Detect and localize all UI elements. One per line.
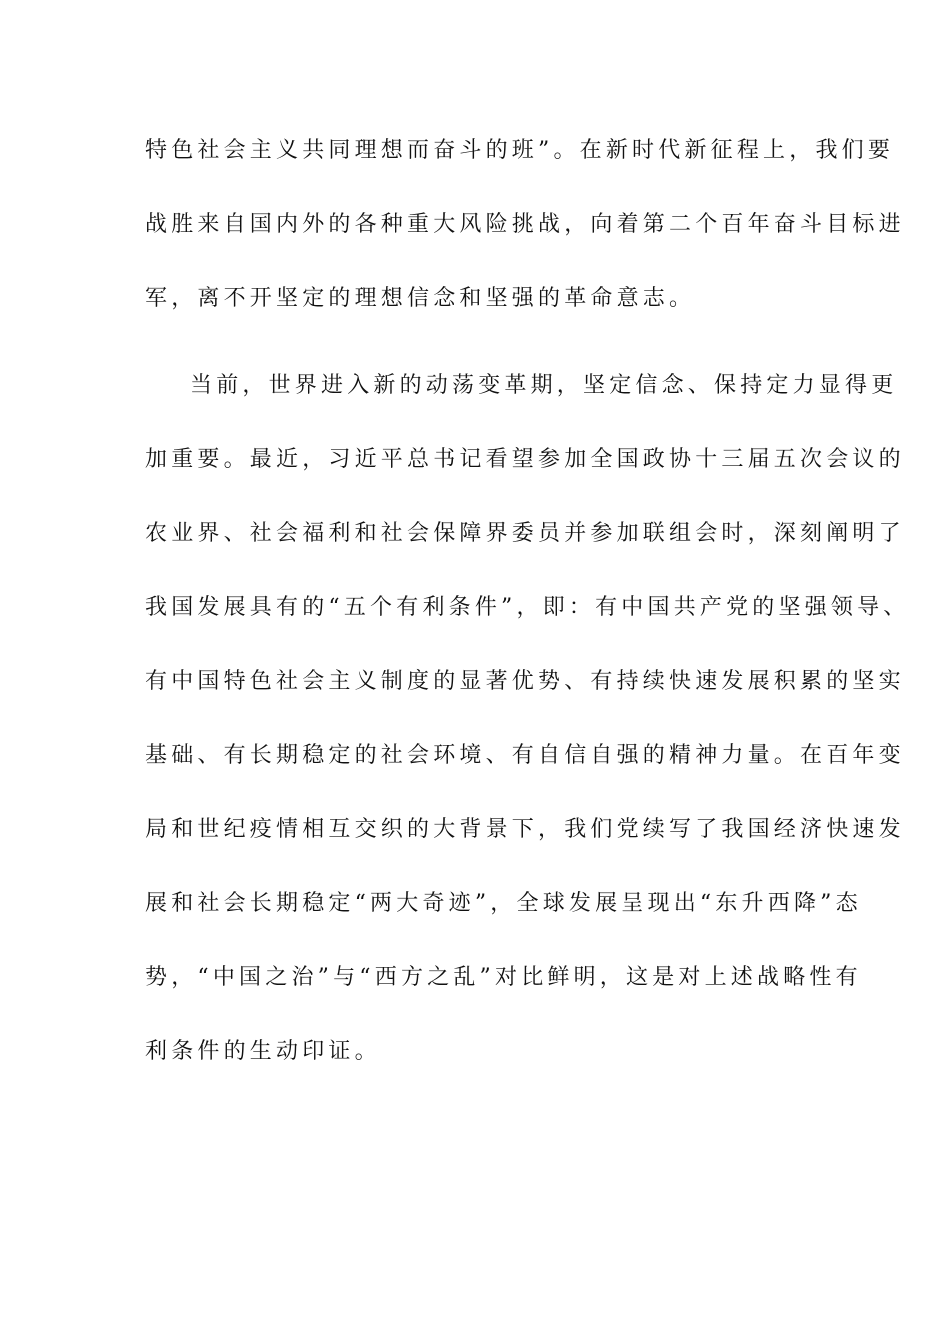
paragraph-2-line-5: 有中国特色社会主义制度的显著优势、有持续快速发展积累的坚实 xyxy=(145,669,905,694)
paragraph-1-line-1: 特色社会主义共同理想而奋斗的班”。在新时代新征程上，我们要 xyxy=(145,138,895,163)
paragraph-2-line-8: 展和社会长期稳定“两大奇迹”，全球发展呈现出“东升西降”态 xyxy=(145,891,862,916)
paragraph-2-line-6: 基础、有长期稳定的社会环境、有自信自强的精神力量。在百年变 xyxy=(145,743,905,768)
paragraph-2-line-1: 当前，世界进入新的动荡变革期，坚定信念、保持定力显得更 xyxy=(190,373,898,398)
paragraph-1-line-3: 军，离不开坚定的理想信念和坚强的革命意志。 xyxy=(145,286,696,311)
paragraph-2-line-10: 利条件的生动印证。 xyxy=(145,1039,381,1064)
paragraph-2-line-7: 局和世纪疫情相互交织的大背景下，我们党续写了我国经济快速发 xyxy=(145,817,905,842)
paragraph-2-line-3: 农业界、社会福利和社会保障界委员并参加联组会时，深刻阐明了 xyxy=(145,521,905,546)
paragraph-1-line-2: 战胜来自国内外的各种重大风险挑战，向着第二个百年奋斗目标进 xyxy=(145,212,905,237)
paragraph-2-line-4: 我国发展具有的“五个有利条件”，即：有中国共产党的坚强领导、 xyxy=(145,595,910,620)
paragraph-2-line-2: 加重要。最近，习近平总书记看望参加全国政协十三届五次会议的 xyxy=(145,447,905,472)
paragraph-2-line-9: 势，“中国之治”与“西方之乱”对比鲜明，这是对上述战略性有 xyxy=(145,965,862,990)
